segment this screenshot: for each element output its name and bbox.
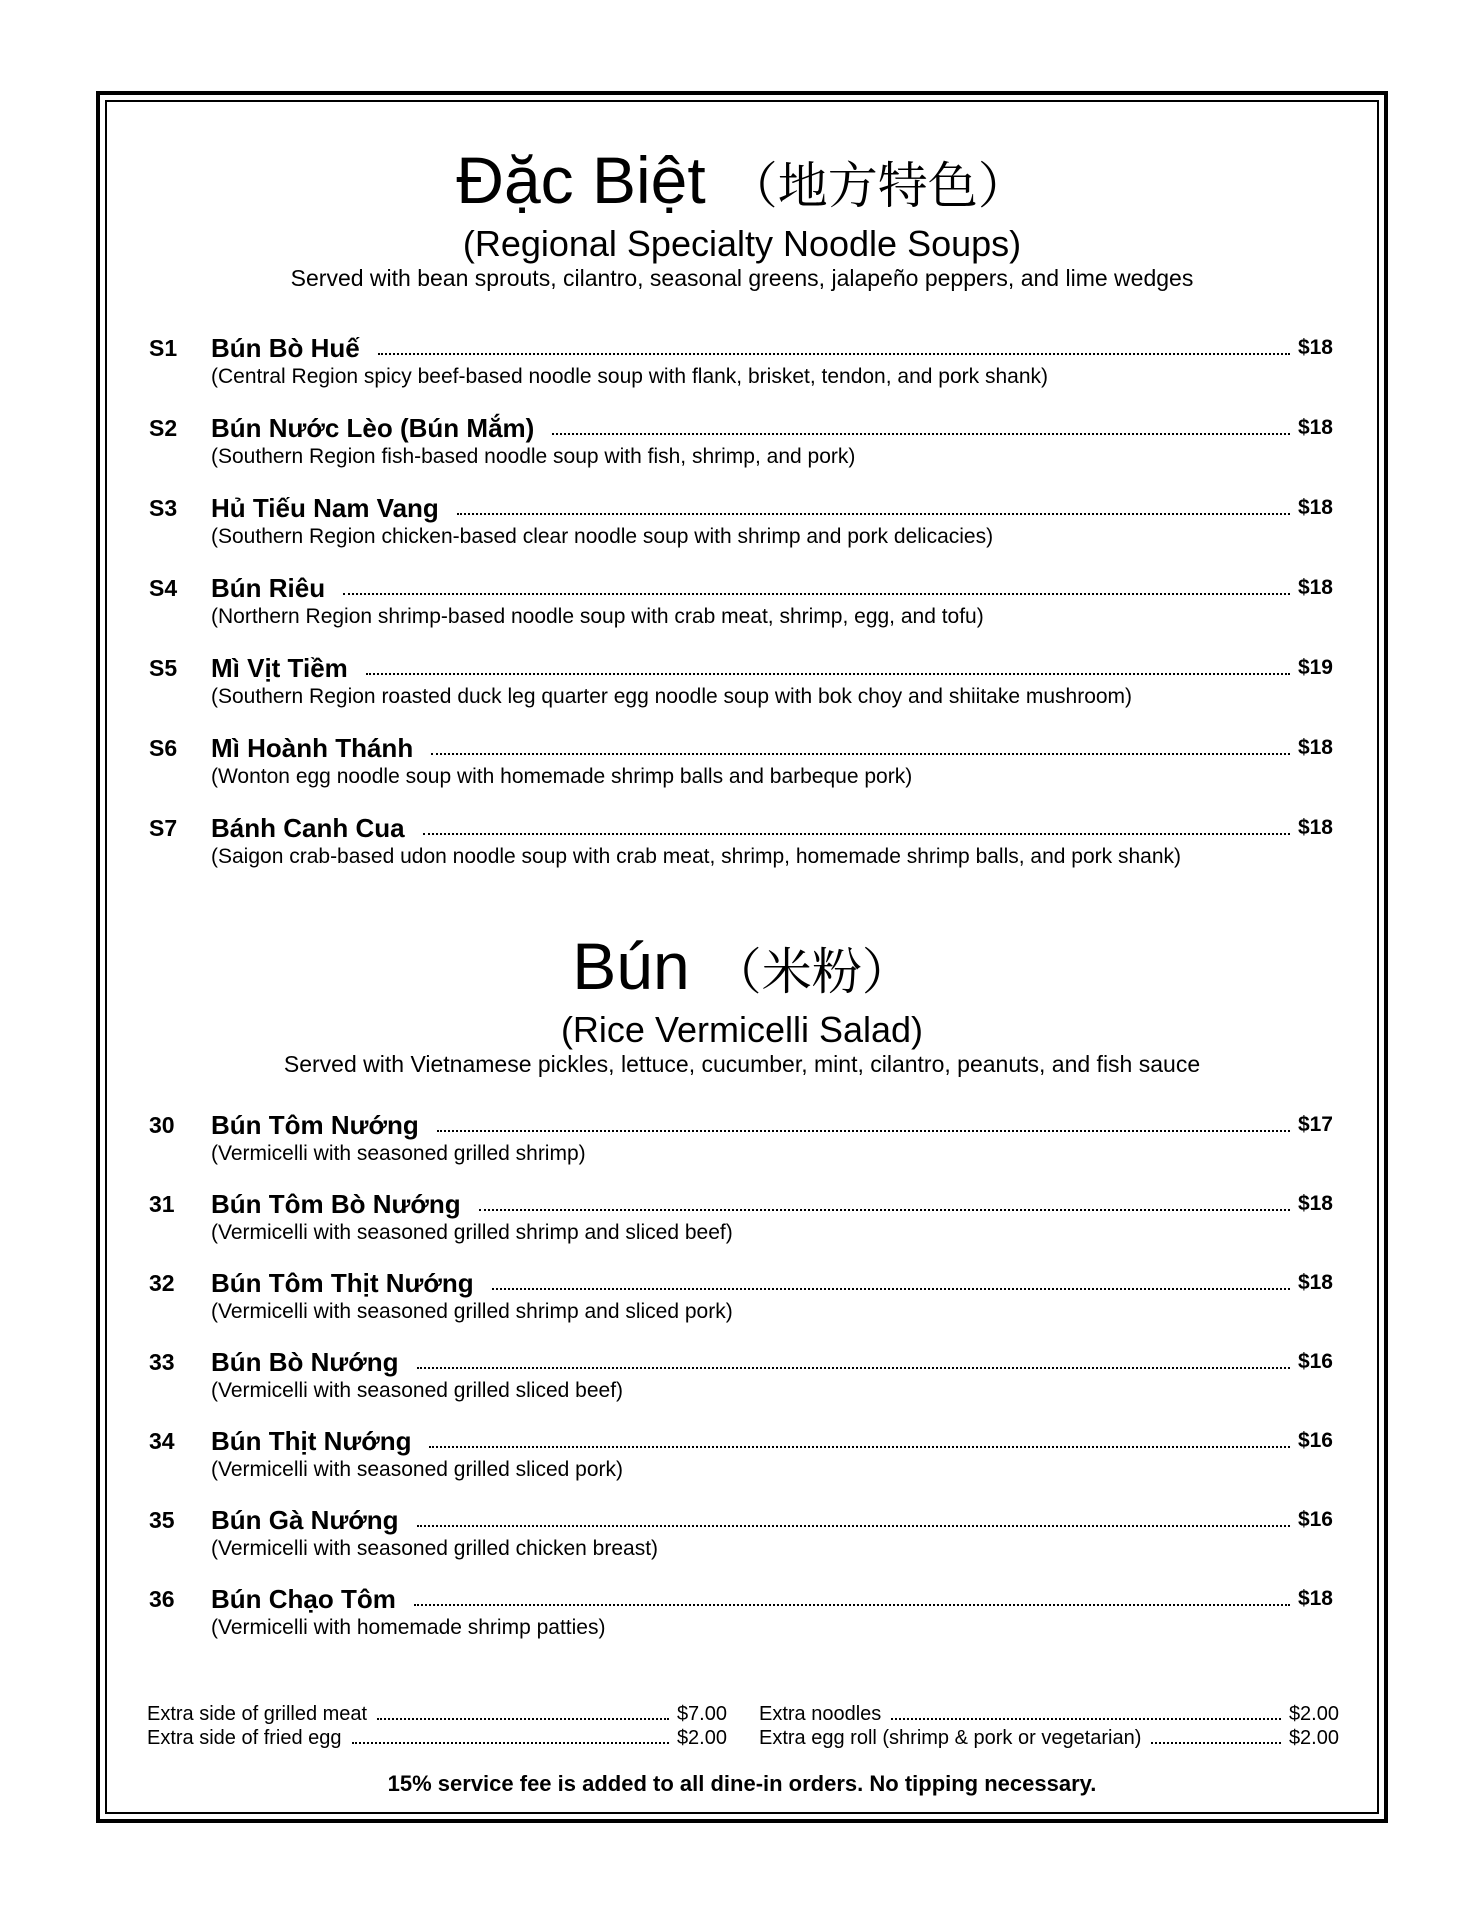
- section-title-vietnamese: Bún: [572, 929, 690, 1003]
- menu-page: [107, 102, 1377, 1812]
- item-price: $18: [1297, 336, 1333, 359]
- item-number: 34: [149, 1428, 175, 1454]
- extra-price: $2.00: [676, 1727, 727, 1749]
- dot-leader: [437, 1130, 1290, 1132]
- item-number: 31: [149, 1191, 175, 1217]
- section-title: [107, 928, 1377, 1010]
- section-subtitle: (Regional Specialty Noodle Soups): [462, 223, 1022, 264]
- item-name: Bún Riêu: [211, 573, 326, 603]
- extra-label: Extra egg roll (shrimp & pork or vegetarian): [759, 1727, 1142, 1749]
- item-description: (Vermicelli with seasoned grilled shrimp and sliced pork): [211, 1300, 733, 1323]
- extra-label: Extra side of grilled meat: [147, 1703, 368, 1725]
- item-price: $18: [1297, 416, 1333, 439]
- item-name: Bún Nước Lèo (Bún Mắm): [211, 413, 535, 443]
- item-price: $18: [1297, 1587, 1333, 1610]
- item-description: (Northern Region shrimp-based noodle soup with crab meat, shrimp, egg, and tofu): [211, 605, 984, 628]
- item-description: (Southern Region fish-based noodle soup with fish, shrimp, and pork): [211, 445, 856, 468]
- item-price: $19: [1297, 656, 1333, 679]
- menu-item: [107, 1583, 1377, 1643]
- menu-item: [107, 412, 1377, 472]
- item-number: 30: [149, 1112, 175, 1138]
- item-name: Mì Vịt Tiềm: [211, 653, 348, 683]
- menu-item: [107, 492, 1377, 552]
- item-name: Bún Tôm Nướng: [211, 1110, 419, 1140]
- menu-item: [107, 1109, 1377, 1169]
- item-number: 32: [149, 1270, 175, 1296]
- extra-price: $2.00: [1288, 1727, 1339, 1749]
- dot-leader: [343, 593, 1290, 595]
- item-description: (Vermicelli with homemade shrimp patties): [211, 1616, 606, 1639]
- item-description: (Saigon crab-based udon noodle soup with crab meat, shrimp, homemade shrimp balls, and pork shank): [211, 845, 1182, 868]
- extra-item: [759, 1702, 1339, 1726]
- item-number: S4: [149, 575, 178, 601]
- menu-item: [107, 572, 1377, 632]
- item-name: Bún Tôm Thịt Nướng: [211, 1268, 474, 1298]
- dot-leader: [479, 1209, 1290, 1211]
- item-price: $18: [1297, 736, 1333, 759]
- dot-leader: [431, 753, 1290, 755]
- dot-leader: [377, 1718, 669, 1720]
- menu-item: [107, 1425, 1377, 1485]
- item-number: 36: [149, 1586, 175, 1612]
- item-number: 35: [149, 1507, 175, 1533]
- section-subtitle: (Rice Vermicelli Salad): [560, 1009, 924, 1050]
- item-name: Bún Bò Huế: [211, 333, 360, 363]
- item-number: S7: [149, 815, 178, 841]
- dot-leader: [552, 433, 1290, 435]
- item-name: Bún Chạo Tôm: [211, 1584, 396, 1614]
- item-description: (Southern Region chicken-based clear noodle soup with shrimp and pork delicacies): [211, 525, 994, 548]
- item-price: $18: [1297, 1192, 1333, 1215]
- item-description: (Vermicelli with seasoned grilled shrimp): [211, 1142, 586, 1165]
- item-number: S2: [149, 415, 178, 441]
- item-price: $17: [1297, 1113, 1333, 1136]
- dot-leader: [492, 1288, 1290, 1290]
- item-price: $18: [1297, 816, 1333, 839]
- extra-label: Extra noodles: [759, 1703, 882, 1725]
- item-price: $18: [1297, 576, 1333, 599]
- item-description: (Vermicelli with seasoned grilled chicken breast): [211, 1537, 659, 1560]
- menu-item: [107, 1504, 1377, 1564]
- item-name: Bún Thịt Nướng: [211, 1426, 412, 1456]
- item-description: (Vermicelli with seasoned grilled sliced beef): [211, 1379, 624, 1402]
- section-title-chinese: （地方特色）: [727, 157, 1028, 215]
- item-name: Bún Tôm Bò Nướng: [211, 1189, 461, 1219]
- section-title: [107, 142, 1377, 224]
- item-name: Bún Bò Nướng: [211, 1347, 399, 1377]
- dot-leader: [414, 1604, 1290, 1606]
- extra-price: $7.00: [676, 1703, 727, 1725]
- item-name: Bánh Canh Cua: [211, 813, 405, 843]
- dot-leader: [423, 833, 1290, 835]
- section-title-chinese: （米粉）: [711, 943, 912, 1001]
- section-note: Served with bean sprouts, cilantro, seasonal greens, jalapeño peppers, and lime wedges: [290, 265, 1194, 291]
- dot-leader: [352, 1742, 669, 1744]
- dot-leader: [1151, 1742, 1281, 1744]
- menu-item: [107, 332, 1377, 392]
- dot-leader: [366, 673, 1290, 675]
- section-title-vietnamese: Đặc Biệt: [456, 143, 706, 217]
- item-description: (Vermicelli with seasoned grilled shrimp and sliced beef): [211, 1221, 733, 1244]
- item-price: $18: [1297, 496, 1333, 519]
- item-number: S5: [149, 655, 178, 681]
- section-header-specialty: [107, 142, 1377, 292]
- section-note: Served with Vietnamese pickles, lettuce, cucumber, mint, cilantro, peanuts, and fish sauce: [283, 1051, 1201, 1077]
- dot-leader: [417, 1367, 1290, 1369]
- extra-price: $2.00: [1288, 1703, 1339, 1725]
- menu-item: [107, 812, 1377, 872]
- dot-leader: [457, 513, 1290, 515]
- item-description: (Wonton egg noodle soup with homemade shrimp balls and barbeque pork): [211, 765, 913, 788]
- item-name: Bún Gà Nướng: [211, 1505, 399, 1535]
- item-description: (Central Region spicy beef-based noodle soup with flank, brisket, tendon, and pork shank): [211, 365, 1048, 388]
- item-number: S6: [149, 735, 178, 761]
- extra-item: [147, 1726, 727, 1750]
- service-fee-notice: 15% service fee is added to all dine-in orders. No tipping necessary.: [387, 1771, 1097, 1796]
- extra-item: [759, 1726, 1339, 1750]
- section-header-vermicelli: [107, 928, 1377, 1078]
- menu-item: [107, 652, 1377, 712]
- item-number: 33: [149, 1349, 175, 1375]
- item-description: (Vermicelli with seasoned grilled sliced pork): [211, 1458, 624, 1481]
- item-price: $16: [1297, 1508, 1333, 1531]
- dot-leader: [891, 1718, 1281, 1720]
- extra-item: [147, 1702, 727, 1726]
- menu-item: [107, 1346, 1377, 1406]
- item-number: S1: [149, 335, 178, 361]
- menu-item: [107, 1188, 1377, 1248]
- menu-item: [107, 1267, 1377, 1327]
- item-price: $16: [1297, 1350, 1333, 1373]
- item-price: $18: [1297, 1271, 1333, 1294]
- item-name: Mì Hoành Thánh: [211, 733, 414, 763]
- item-price: $16: [1297, 1429, 1333, 1452]
- menu-item: [107, 732, 1377, 792]
- item-description: (Southern Region roasted duck leg quarter egg noodle soup with bok choy and shiitake mushroom): [211, 685, 1133, 708]
- extra-label: Extra side of fried egg: [147, 1727, 342, 1749]
- dot-leader: [417, 1525, 1290, 1527]
- item-name: Hủ Tiếu Nam Vang: [211, 493, 439, 523]
- dot-leader: [429, 1446, 1289, 1448]
- item-number: S3: [149, 495, 178, 521]
- dot-leader: [378, 353, 1290, 355]
